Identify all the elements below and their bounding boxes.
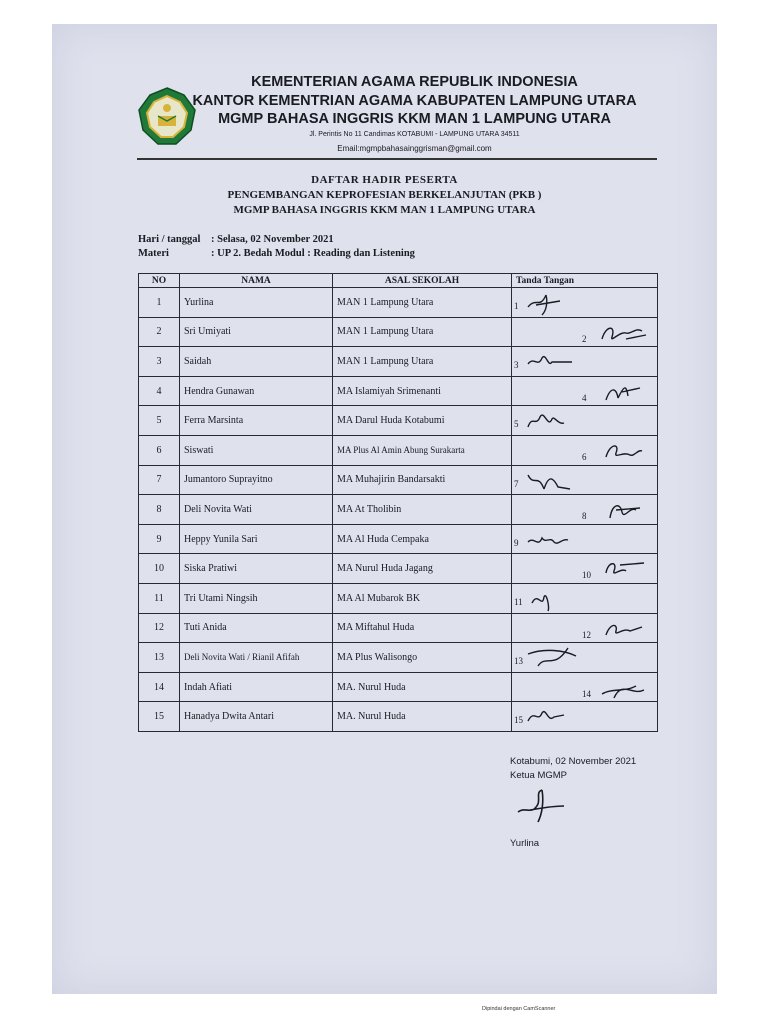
signature-number: 12 <box>582 629 591 640</box>
title-line-2: PENGEMBANGAN KEPROFESIAN BERKELANJUTAN (PKB ) <box>227 189 542 201</box>
row-name: Tri Utami Ningsih <box>180 583 333 613</box>
row-name: Indah Afiati <box>180 672 333 702</box>
signature-number: 8 <box>582 511 587 522</box>
header-email: Email:mgmpbahasainggrisman@gmail.com <box>337 144 492 153</box>
table-row <box>139 465 658 495</box>
row-no: 3 <box>139 347 180 377</box>
row-school: MA. Nurul Huda <box>333 702 512 732</box>
row-signature <box>512 495 658 525</box>
handwritten-signature-icon <box>596 378 652 406</box>
header-address: Jl. Perintis No 11 Candimas KOTABUMI - LAMPUNG UTARA 34511 <box>309 131 520 138</box>
row-signature <box>512 406 658 436</box>
table-row <box>139 347 658 377</box>
col-no: NO <box>139 274 180 288</box>
header-divider <box>137 158 657 160</box>
header-line-2: KANTOR KEMENTRIAN AGAMA KABUPATEN LAMPUNG UTARA <box>192 93 637 109</box>
handwritten-signature-icon <box>524 644 580 672</box>
row-signature <box>512 702 658 732</box>
handwritten-signature-icon <box>524 703 580 731</box>
row-name: Heppy Yunila Sari <box>180 524 333 554</box>
row-school: MA Plus Al Amin Abung Surakarta <box>333 435 512 465</box>
meta-materi-label: Materi <box>138 248 169 259</box>
handwritten-signature-icon <box>524 585 580 613</box>
row-no: 2 <box>139 317 180 347</box>
row-signature <box>512 613 658 643</box>
row-school: MA Nurul Huda Jagang <box>333 554 512 584</box>
row-name: Deli Novita Wati <box>180 495 333 525</box>
row-signature <box>512 465 658 495</box>
row-school: MA Darul Huda Kotabumi <box>333 406 512 436</box>
chair-signature-icon <box>512 782 572 826</box>
row-school: MA Al Mubarok BK <box>333 583 512 613</box>
row-school: MAN 1 Lampung Utara <box>333 288 512 318</box>
row-signature <box>512 583 658 613</box>
row-no: 11 <box>139 583 180 613</box>
row-name: Deli Novita Wati / Rianil Afifah <box>180 643 333 673</box>
row-name: Saidah <box>180 347 333 377</box>
row-signature <box>512 347 658 377</box>
handwritten-signature-icon <box>596 674 652 702</box>
handwritten-signature-icon <box>524 348 580 376</box>
signature-number: 10 <box>582 570 591 581</box>
table-row <box>139 702 658 732</box>
row-signature <box>512 435 658 465</box>
col-tanda-tangan: Tanda Tangan <box>512 274 658 288</box>
table-row <box>139 495 658 525</box>
table-row <box>139 672 658 702</box>
row-signature <box>512 672 658 702</box>
table-row <box>139 435 658 465</box>
handwritten-signature-icon <box>596 496 652 524</box>
row-school: MA Islamiyah Srimenanti <box>333 376 512 406</box>
meta-date-label: Hari / tanggal <box>138 234 201 245</box>
row-signature <box>512 524 658 554</box>
row-name: Hendra Gunawan <box>180 376 333 406</box>
signature-number: 1 <box>514 301 519 311</box>
signature-number: 3 <box>514 360 519 371</box>
table-row <box>139 406 658 436</box>
title-line-3: MGMP BAHASA INGGRIS KKM MAN 1 LAMPUNG UTARA <box>233 204 536 216</box>
row-no: 9 <box>139 524 180 554</box>
row-school: MA Miftahul Huda <box>333 613 512 643</box>
table-row <box>139 554 658 584</box>
row-school: MA Muhajirin Bandarsakti <box>333 465 512 495</box>
row-signature <box>512 288 658 318</box>
row-no: 12 <box>139 613 180 643</box>
row-signature <box>512 643 658 673</box>
handwritten-signature-icon <box>596 319 652 347</box>
col-nama: NAMA <box>180 274 333 288</box>
title-line-1: DAFTAR HADIR PESERTA <box>311 174 458 186</box>
row-no: 14 <box>139 672 180 702</box>
table-row <box>139 317 658 347</box>
document-sheet <box>52 24 717 994</box>
signature-number: 4 <box>582 392 587 403</box>
signature-number: 11 <box>514 596 523 607</box>
signature-number: 15 <box>514 715 523 726</box>
handwritten-signature-icon <box>596 437 652 465</box>
row-school: MA Plus Walisongo <box>333 643 512 673</box>
signature-number: 7 <box>514 478 519 489</box>
row-name: Yurlina <box>180 288 333 318</box>
footer-place-date: Kotabumi, 02 November 2021 <box>510 756 637 767</box>
signature-number: 6 <box>582 451 587 462</box>
handwritten-signature-icon <box>596 615 652 643</box>
attendance-table <box>138 273 658 732</box>
row-school: MAN 1 Lampung Utara <box>333 317 512 347</box>
signature-number: 14 <box>582 688 591 699</box>
row-name: Hanadya Dwita Antari <box>180 702 333 732</box>
row-school: MA. Nurul Huda <box>333 672 512 702</box>
row-school: MA At Tholibin <box>333 495 512 525</box>
row-no: 8 <box>139 495 180 525</box>
row-school: MA Al Huda Cempaka <box>333 524 512 554</box>
row-no: 6 <box>139 435 180 465</box>
handwritten-signature-icon <box>524 467 580 495</box>
col-asal-sekolah: ASAL SEKOLAH <box>333 274 512 288</box>
meta-materi-value: : UP 2. Bedah Modul : Reading dan Listening <box>211 248 415 259</box>
table-row <box>139 288 658 318</box>
footer-signer: Yurlina <box>510 838 540 849</box>
row-no: 1 <box>139 288 180 318</box>
footer-role: Ketua MGMP <box>510 770 568 781</box>
row-signature <box>512 376 658 406</box>
row-name: Ferra Marsinta <box>180 406 333 436</box>
table-row <box>139 524 658 554</box>
row-signature <box>512 554 658 584</box>
row-name: Sri Umiyati <box>180 317 333 347</box>
signature-number: 13 <box>514 656 523 667</box>
row-no: 10 <box>139 554 180 584</box>
row-no: 4 <box>139 376 180 406</box>
row-no: 15 <box>139 702 180 732</box>
signature-number: 2 <box>582 333 587 344</box>
signature-number: 9 <box>514 537 519 548</box>
meta-materi <box>138 248 415 259</box>
row-no: 5 <box>139 406 180 436</box>
table-row <box>139 613 658 643</box>
row-no: 7 <box>139 465 180 495</box>
table-row <box>139 643 658 673</box>
row-name: Siswati <box>180 435 333 465</box>
row-signature <box>512 317 658 347</box>
table-row <box>139 583 658 613</box>
row-name: Jumantoro Suprayitno <box>180 465 333 495</box>
handwritten-signature-icon <box>596 555 652 583</box>
meta-date-value: : Selasa, 02 November 2021 <box>211 234 334 245</box>
handwritten-signature-icon <box>524 407 580 435</box>
header-line-3: MGMP BAHASA INGGRIS KKM MAN 1 LAMPUNG UTARA <box>218 111 611 127</box>
handwritten-signature-icon <box>524 526 580 554</box>
row-school: MAN 1 Lampung Utara <box>333 347 512 377</box>
row-name: Tuti Anida <box>180 613 333 643</box>
meta-date <box>138 234 334 245</box>
row-no: 13 <box>139 643 180 673</box>
scanner-caption: Dipindai dengan CamScanner <box>482 1006 556 1012</box>
handwritten-signature-icon <box>524 289 580 317</box>
table-row <box>139 376 658 406</box>
row-name: Siska Pratiwi <box>180 554 333 584</box>
table-header-row <box>139 274 658 288</box>
header-line-1: KEMENTERIAN AGAMA REPUBLIK INDONESIA <box>251 74 578 90</box>
signature-number: 5 <box>514 419 519 430</box>
